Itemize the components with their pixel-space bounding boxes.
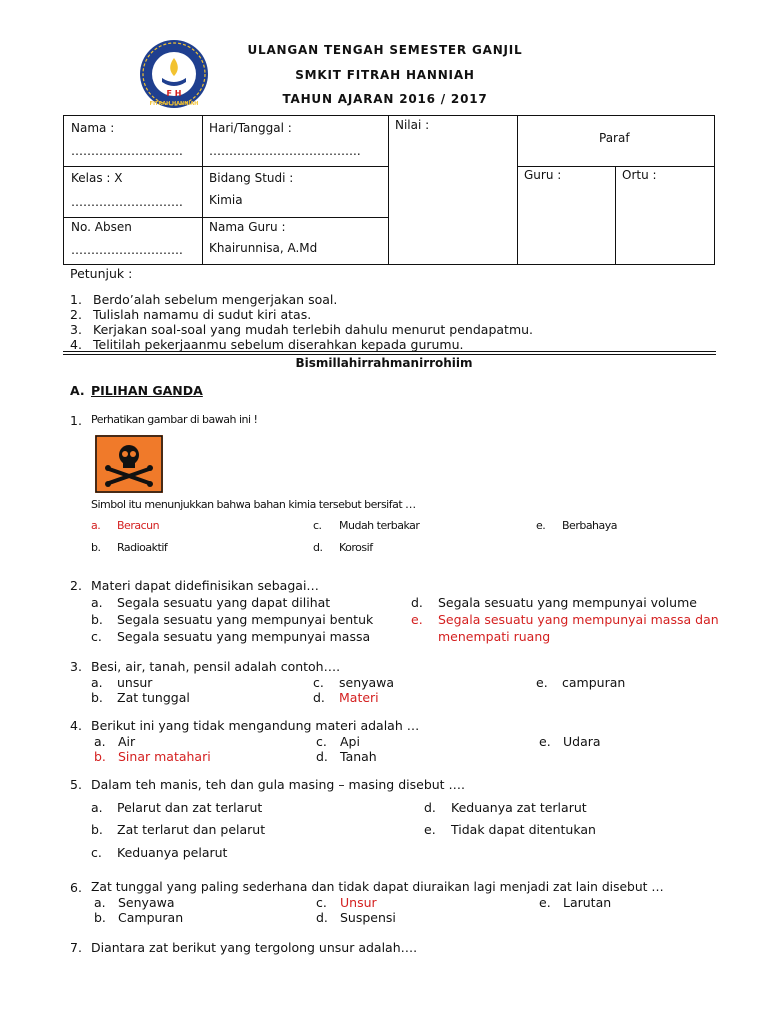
option-a-letter[interactable]: a.	[91, 675, 103, 690]
namaguru-value: Khairunnisa, A.Md	[209, 241, 318, 255]
petunjuk-title: Petunjuk :	[70, 266, 133, 281]
question-text: Besi, air, tanah, pensil adalah contoh….	[91, 659, 341, 674]
option-b-letter[interactable]: b.	[91, 690, 103, 705]
option-d[interactable]: Segala sesuatu yang mempunyai volume	[438, 595, 697, 610]
question-text: Perhatikan gambar di bawah ini !	[91, 413, 258, 426]
question-number: 4.	[70, 718, 82, 733]
petunjuk-num: 3.	[70, 322, 82, 337]
namaguru-label: Nama Guru :	[209, 220, 286, 234]
petunjuk-num: 4.	[70, 337, 82, 352]
option-b[interactable]: Zat terlarut dan pelarut	[117, 822, 266, 837]
question-number: 3.	[70, 659, 82, 674]
question-text: Diantara zat berikut yang tergolong unsur adalah….	[91, 940, 418, 955]
petunjuk-num: 2.	[70, 307, 82, 322]
option-d-letter[interactable]: d.	[316, 910, 328, 925]
option-c[interactable]: Api	[340, 734, 360, 749]
option-d[interactable]: Materi	[339, 690, 379, 705]
option-b-letter[interactable]: b.	[91, 822, 103, 837]
option-c[interactable]: senyawa	[339, 675, 395, 690]
question-number: 2.	[70, 578, 82, 593]
question-number: 6.	[70, 880, 82, 895]
option-b[interactable]: Campuran	[118, 910, 184, 925]
option-a-letter[interactable]: a.	[94, 734, 106, 749]
question-text: Dalam teh manis, teh dan gula masing – masing disebut ….	[91, 777, 466, 792]
question-text: Zat tunggal yang paling sederhana dan tidak dapat diuraikan lagi menjadi zat lain disebut …	[91, 880, 664, 894]
option-c-letter[interactable]: c.	[313, 675, 324, 690]
option-c-letter[interactable]: c.	[313, 519, 322, 532]
option-e[interactable]: Larutan	[563, 895, 612, 910]
question-number: 5.	[70, 777, 82, 792]
paraf-label: Paraf	[599, 131, 630, 145]
option-c[interactable]: Segala sesuatu yang mempunyai massa	[117, 629, 371, 644]
option-e-letter[interactable]: e.	[539, 895, 551, 910]
petunjuk-item: Kerjakan soal-soal yang mudah terlebih dahulu menurut pendapatmu.	[93, 322, 534, 337]
option-a[interactable]: Segala sesuatu yang dapat dilihat	[117, 595, 331, 610]
nama-dots: ……………………….	[71, 144, 183, 158]
option-d-letter[interactable]: d.	[313, 541, 323, 554]
option-e[interactable]: Udara	[563, 734, 601, 749]
option-d-letter[interactable]: d.	[316, 749, 328, 764]
option-a-letter[interactable]: a.	[91, 800, 103, 815]
petunjuk-item: Tulislah namamu di sudut kiri atas.	[93, 307, 312, 322]
option-a-letter[interactable]: a.	[94, 895, 106, 910]
option-d-letter[interactable]: d.	[424, 800, 436, 815]
option-e[interactable]: campuran	[562, 675, 626, 690]
option-a-letter[interactable]: a.	[91, 595, 103, 610]
option-a[interactable]: Air	[118, 734, 136, 749]
option-e-letter[interactable]: e.	[536, 675, 548, 690]
guru-label: Guru :	[524, 168, 562, 182]
option-d-letter[interactable]: d.	[313, 690, 325, 705]
option-e[interactable]: Berbahaya	[562, 519, 618, 532]
option-e[interactable]: Segala sesuatu yang mempunyai massa dan	[438, 612, 719, 627]
question-number: 7.	[70, 940, 82, 955]
option-e-letter[interactable]: e.	[424, 822, 436, 837]
bismillah: Bismillahirrahmanirrohiim	[295, 356, 473, 370]
option-c-letter[interactable]: c.	[91, 845, 102, 860]
option-b[interactable]: Radioaktif	[117, 541, 168, 554]
ortu-label: Ortu :	[622, 168, 657, 182]
option-e[interactable]: Tidak dapat ditentukan	[451, 822, 596, 837]
hari-dots: ………………………………..	[209, 144, 361, 158]
option-a-letter[interactable]: a.	[91, 519, 101, 532]
option-a[interactable]: Beracun	[117, 519, 160, 532]
section-title: PILIHAN GANDA	[91, 383, 203, 398]
option-d[interactable]: Korosif	[339, 541, 373, 554]
option-c[interactable]: Keduanya pelarut	[117, 845, 228, 860]
option-a[interactable]: Senyawa	[118, 895, 175, 910]
option-e-letter[interactable]: e.	[536, 519, 546, 532]
nilai-label: Nilai :	[395, 118, 430, 132]
divider-top	[63, 351, 716, 352]
nilai-cell	[388, 115, 518, 265]
section-letter: A.	[70, 383, 85, 398]
option-c[interactable]: Mudah terbakar	[339, 519, 420, 532]
option-b[interactable]: Segala sesuatu yang mempunyai bentuk	[117, 612, 374, 627]
option-e-letter[interactable]: e.	[411, 612, 423, 627]
option-b-letter[interactable]: b.	[91, 612, 103, 627]
bidang-value: Kimia	[209, 193, 243, 207]
option-d-letter[interactable]: d.	[411, 595, 423, 610]
absen-label: No. Absen	[71, 220, 132, 234]
option-d[interactable]: Keduanya zat terlarut	[451, 800, 587, 815]
option-d[interactable]: Tanah	[340, 749, 377, 764]
option-a[interactable]: unsur	[117, 675, 153, 690]
question-caption: Simbol itu menunjukkan bahwa bahan kimia tersebut bersifat …	[91, 498, 416, 511]
petunjuk-item: Berdo’alah sebelum mengerjakan soal.	[93, 292, 338, 307]
petunjuk-item: Telitilah pekerjaanmu sebelum diserahkan kepada gurumu.	[93, 337, 464, 352]
option-c-letter[interactable]: c.	[316, 895, 327, 910]
bidang-label: Bidang Studi :	[209, 171, 294, 185]
option-c-letter[interactable]: c.	[91, 629, 102, 644]
exam-title: ULANGAN TENGAH SEMESTER GANJIL	[247, 43, 523, 57]
question-text: Materi dapat didefinisikan sebagai…	[91, 578, 319, 593]
petunjuk-num: 1.	[70, 292, 82, 307]
question-number: 1.	[70, 413, 82, 428]
option-e-letter[interactable]: e.	[539, 734, 551, 749]
divider-bottom	[63, 354, 716, 355]
school-name: SMKIT FITRAH HANNIAH	[295, 68, 475, 82]
question-text: Berikut ini yang tidak mengandung materi adalah …	[91, 718, 420, 733]
absen-dots: ……………………….	[71, 243, 183, 257]
option-c[interactable]: Unsur	[340, 895, 377, 910]
hari-label: Hari/Tanggal :	[209, 121, 292, 135]
option-a[interactable]: Pelarut dan zat terlarut	[117, 800, 263, 815]
option-b-letter[interactable]: b.	[91, 541, 101, 554]
option-d[interactable]: Suspensi	[340, 910, 396, 925]
kelas-label: Kelas : X	[71, 171, 123, 185]
option-b-letter[interactable]: b.	[94, 910, 106, 925]
logo-text: FITRAH HANNIAH	[149, 101, 199, 107]
school-year: TAHUN AJARAN 2016 / 2017	[282, 92, 488, 106]
option-b[interactable]: Sinar matahari	[118, 749, 211, 764]
logo-letters: F H	[166, 89, 182, 98]
option-e-cont[interactable]: menempati ruang	[438, 629, 551, 644]
kelas-dots: ……………………….	[71, 195, 183, 209]
toxic-hazard-icon	[95, 435, 163, 493]
option-c-letter[interactable]: c.	[316, 734, 327, 749]
nama-label: Nama :	[71, 121, 115, 135]
option-b-letter[interactable]: b.	[94, 749, 106, 764]
option-b[interactable]: Zat tunggal	[117, 690, 190, 705]
